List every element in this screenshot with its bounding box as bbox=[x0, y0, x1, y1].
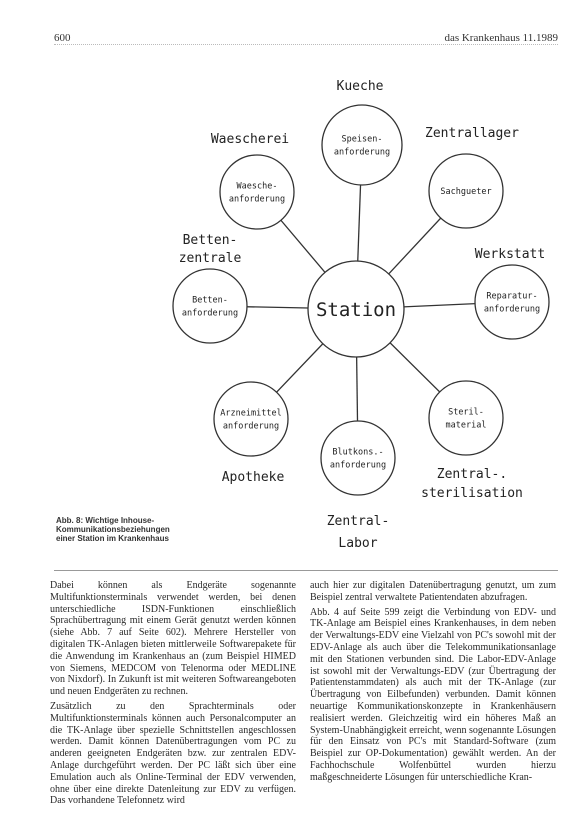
node-label-sachgueter: Sachgueter bbox=[440, 187, 492, 197]
node-label-arzneimittel: anforderung bbox=[222, 421, 280, 432]
node-label-sterilmaterial: material bbox=[445, 420, 487, 431]
paragraph: Dabei können als Endgeräte sogenannte Multifunktionsterminals verwendet werden, bei denen unterschiedliche ISDN-Funktionen einschließlich Sprachübertragung mit einem Gerät genutzt werden können (siehe Abb. 7 auf Seite 602). Mehrere Hersteller von digitalen TK-Anlagen bieten mittlerweile Softwarepakete für die Anwendung im Krankenhaus an (zum Beispiel HIMED von Siemens, MEDCOM von Telenorma oder MEDLINE von Nixdorf). In Zukunft ist mit weiteren Softwareangeboten und neuen Endgeräten zu rechnen. bbox=[50, 580, 296, 698]
unit-label-bettenzentrale: Betten- bbox=[182, 233, 238, 248]
node-circle-speisen bbox=[322, 105, 402, 185]
body-rule bbox=[54, 570, 558, 571]
node-label-blutkons: Blutkons.- bbox=[332, 447, 384, 458]
node-circle-waesche bbox=[220, 155, 294, 229]
node-circle-betten bbox=[173, 269, 247, 343]
node-label-sterilmaterial: Steril- bbox=[448, 407, 484, 418]
node-label-blutkons: anforderung bbox=[329, 460, 387, 471]
text-column-right bbox=[310, 580, 556, 787]
paragraph: auch hier zur digitalen Datenübertragung genutzt, um zum Beispiel zentral verwaltete Patientendaten abzufragen. bbox=[310, 580, 556, 603]
node-label-betten: Betten- bbox=[192, 295, 228, 306]
figure-caption: Abb. 8: Wichtige Inhouse-Kommunikationsbeziehungen einer Station im Krankenhaus bbox=[56, 516, 170, 543]
node-label-reparatur: anforderung bbox=[483, 304, 541, 315]
unit-label-bettenzentrale: zentrale bbox=[178, 251, 242, 266]
node-label-waesche: Waesche- bbox=[236, 181, 278, 192]
unit-label-zentrallabor: Zentral- bbox=[326, 514, 390, 529]
paragraph: Zusätzlich zu den Sprachterminals oder Multifunktionsterminals können auch Personalcomputer an die TK-Anlage über spezielle Schnittstellen angeschlossen werden. Damit können Datenübertragungen vom PC zu anderen geeigneten Endgeräten bzw. zur zentralen EDV-Anlage durchgeführt werden. Der PC läßt sich über eine Emulation auch als Online-Terminal der EDV verwenden, ohne über eine direkte Datenleitung zur EDV zu verfügen. Das vorhandene Telefonnetz wird bbox=[50, 700, 296, 807]
unit-label-werkstatt: Werkstatt bbox=[474, 247, 546, 262]
station-label: Station bbox=[315, 299, 397, 321]
node-label-reparatur: Reparatur- bbox=[486, 291, 538, 302]
node-label-betten: anforderung bbox=[181, 308, 239, 319]
node-label-arzneimittel: Arzneimittel bbox=[220, 408, 282, 419]
node-label-speisen: Speisen- bbox=[341, 134, 383, 145]
text-column-left bbox=[50, 580, 296, 810]
node-label-speisen: anforderung bbox=[333, 147, 391, 158]
unit-label-zentralsterilisation: Zentral-. bbox=[436, 467, 508, 482]
node-label-waesche: anforderung bbox=[228, 194, 286, 205]
node-circle-blutkons bbox=[321, 421, 395, 495]
unit-label-kueche: Kueche bbox=[336, 79, 384, 94]
unit-label-waescherei: Waescherei bbox=[210, 132, 290, 147]
node-circle-reparatur bbox=[475, 265, 549, 339]
journal-header: das Krankenhaus 11.1989 bbox=[444, 32, 558, 44]
unit-label-zentralsterilisation: sterilisation bbox=[421, 486, 523, 501]
unit-label-apotheke: Apotheke bbox=[221, 470, 285, 485]
unit-label-zentrallabor: Labor bbox=[338, 536, 378, 551]
node-circle-sterilmaterial bbox=[429, 381, 503, 455]
node-circle-arzneimittel bbox=[214, 382, 288, 456]
paragraph: Abb. 4 auf Seite 599 zeigt die Verbindung von EDV- und TK-Anlage am Beispiel eines Krankenhauses, in dem neben der Verwaltungs-EDV eine Vielzahl von PC's sowohl mit der EDV-Anlage als auch über die Telekommunikationsanlage mit den Stationen verbunden sind. Die Labor-EDV-Anlage ist sowohl mit der Verwaltungs-EDV (zur Übertragung der Patientenstammdaten) als auch mit der TK-Anlage (zur Übertragung von Eilbefunden) verbunden. Damit können neuartige Kommunikationskonzepte in Krankenhäusern realisiert werden. Gleichzeitig wird ein höheres Maß an System-Unabhängigkeit erreicht, wenn sogenannte Lösungen für den Einsatz von PC's mit Standard-Software (zum Beispiel zur OP-Dokumentation) gewählt werden. An der Fachhochschule Wolfenbüttel wurden hierzu maßgeschneiderte Lösungen für unterschiedliche Kran- bbox=[310, 606, 556, 783]
unit-label-zentrallager: Zentrallager bbox=[425, 126, 519, 141]
page-number: 600 bbox=[54, 32, 71, 44]
